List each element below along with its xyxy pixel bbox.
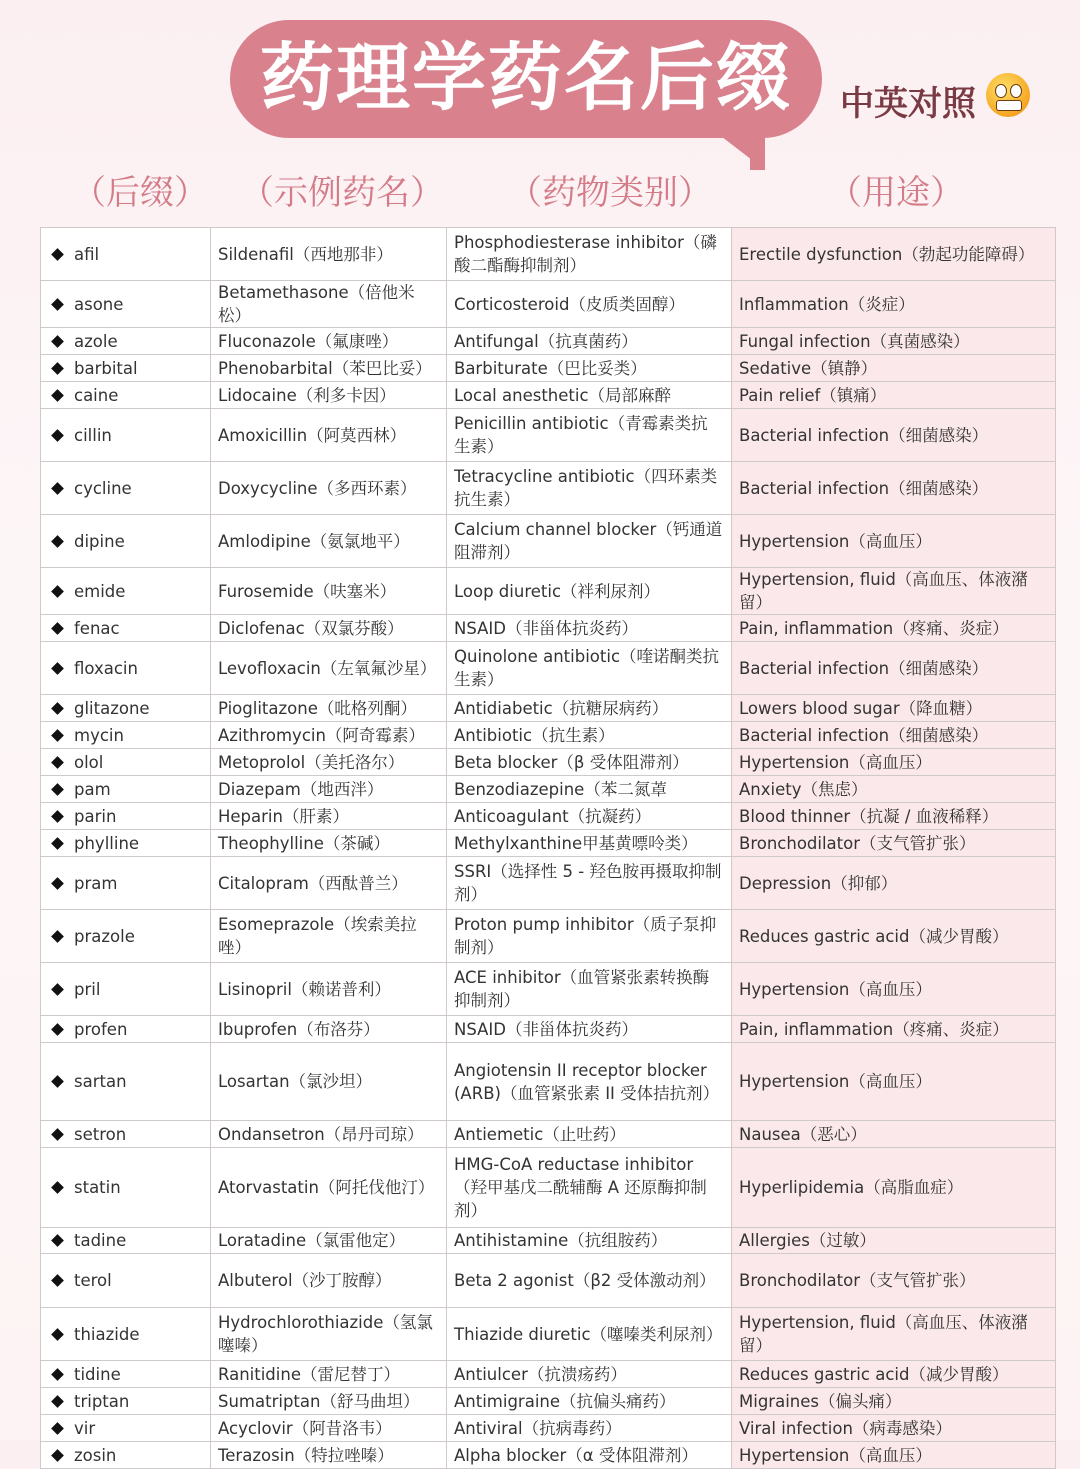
suffix-cell [41, 1016, 211, 1043]
suffix-text: thiazide [74, 1324, 140, 1344]
suffix-text: prazole [74, 926, 135, 946]
suffix-text: zosin [74, 1445, 117, 1465]
diamond-bullet-icon [51, 1395, 64, 1408]
drug-class-cell: Antibiotic（抗生素） [447, 722, 732, 749]
table-row [41, 615, 1056, 642]
drug-class-cell: Antiulcer（抗溃疡药） [447, 1361, 732, 1388]
suffix-cell [41, 857, 211, 910]
drug-class-cell: NSAID（非甾体抗炎药） [447, 1016, 732, 1043]
page-title: 药理学药名后缀 [260, 35, 792, 121]
suffix-cell [41, 515, 211, 568]
table-row [41, 1121, 1056, 1148]
example-drug-cell: Terazosin（特拉唑嗪） [211, 1442, 447, 1469]
suffix-text: pam [74, 779, 111, 799]
table-row [41, 803, 1056, 830]
drug-class-cell: Benzodiazepine（苯二氮䓬 [447, 776, 732, 803]
use-cell: Viral infection（病毒感染） [732, 1415, 1056, 1442]
example-drug-cell: Ondansetron（昂丹司琼） [211, 1121, 447, 1148]
drug-class-cell: Methylxanthine甲基黄嘌呤类） [447, 830, 732, 857]
table-row [41, 722, 1056, 749]
suffix-cell [41, 355, 211, 382]
drug-class-cell: Angiotensin II receptor blocker (ARB)（血管紧张素 II 受体拮抗剂） [447, 1043, 732, 1121]
drug-class-cell: Tetracycline antibiotic（四环素类抗生素） [447, 462, 732, 515]
drug-class-cell: NSAID（非甾体抗炎药） [447, 615, 732, 642]
suffix-text: dipine [74, 531, 125, 551]
use-cell: Bronchodilator（支气管扩张） [732, 830, 1056, 857]
table-row [41, 695, 1056, 722]
use-cell: Bronchodilator（支气管扩张） [732, 1254, 1056, 1308]
suffix-text: emide [74, 581, 126, 601]
example-drug-cell: Acyclovir（阿昔洛韦） [211, 1415, 447, 1442]
column-header-use: （用途） [828, 173, 964, 213]
suffix-text: terol [74, 1271, 112, 1290]
emoji-eye [1010, 84, 1022, 98]
drug-class-cell: Alpha blocker（α 受体阻滞剂） [447, 1442, 732, 1469]
suffix-text: glitazone [74, 698, 150, 718]
example-drug-cell: Esomeprazole（埃索美拉唑） [211, 910, 447, 963]
example-drug-cell: Fluconazole（氟康唑） [211, 328, 447, 355]
emoji-eye [995, 84, 1007, 98]
use-cell: Lowers blood sugar（降血糖） [732, 695, 1056, 722]
suffix-cell [41, 281, 211, 328]
use-cell: Hypertension（高血压） [732, 515, 1056, 568]
suffix-text: pram [74, 873, 118, 893]
suffix-table [40, 227, 1056, 1469]
diamond-bullet-icon [51, 1422, 64, 1435]
table-row [41, 830, 1056, 857]
example-drug-cell: Atorvastatin（阿托伐他汀） [211, 1148, 447, 1228]
table-row [41, 568, 1056, 615]
suffix-cell [41, 695, 211, 722]
table-row [41, 355, 1056, 382]
example-drug-cell: Ibuprofen（布洛芬） [211, 1016, 447, 1043]
drug-class-cell: Beta blocker（β 受体阻滞剂） [447, 749, 732, 776]
suffix-cell [41, 1415, 211, 1442]
table-row [41, 1148, 1056, 1228]
suffix-text: parin [74, 806, 117, 826]
diamond-bullet-icon [51, 702, 64, 715]
table-row [41, 1415, 1056, 1442]
use-cell: Depression（抑郁） [732, 857, 1056, 910]
use-cell: Allergies（过敏） [732, 1228, 1056, 1254]
drug-class-cell: Phosphodiesterase inhibitor（磷酸二酯酶抑制剂） [447, 228, 732, 281]
table-row [41, 642, 1056, 695]
diamond-bullet-icon [51, 1449, 64, 1462]
suffix-cell [41, 1121, 211, 1148]
suffix-cell [41, 1308, 211, 1361]
use-cell: Migraines（偏头痛） [732, 1388, 1056, 1415]
diamond-bullet-icon [51, 585, 64, 598]
use-cell: Hypertension, fluid（高血压、体液潴留） [732, 1308, 1056, 1361]
example-drug-cell: Loratadine（氯雷他定） [211, 1228, 447, 1254]
example-drug-cell: Furosemide（呋塞米） [211, 568, 447, 615]
table-row [41, 1043, 1056, 1121]
suffix-text: olol [74, 752, 104, 772]
diamond-bullet-icon [51, 837, 64, 850]
suffix-text: azole [74, 331, 118, 351]
example-drug-cell: Sumatriptan（舒马曲坦） [211, 1388, 447, 1415]
use-cell: Reduces gastric acid（减少胃酸） [732, 910, 1056, 963]
suffix-cell [41, 228, 211, 281]
table-row [41, 1442, 1056, 1469]
example-drug-cell: Betamethasone（倍他米松） [211, 281, 447, 328]
grimacing-emoji-icon [986, 73, 1030, 117]
diamond-bullet-icon [51, 622, 64, 635]
table-row [41, 328, 1056, 355]
drug-class-cell: Loop diuretic（袢利尿剂） [447, 568, 732, 615]
suffix-cell [41, 462, 211, 515]
drug-class-cell: Proton pump inhibitor（质子泵抑制剂） [447, 910, 732, 963]
use-cell: Hypertension, fluid（高血压、体液潴留） [732, 568, 1056, 615]
suffix-text: statin [74, 1178, 121, 1197]
diamond-bullet-icon [51, 1128, 64, 1141]
example-drug-cell: Pioglitazone（吡格列酮） [211, 695, 447, 722]
suffix-text: fenac [74, 618, 120, 638]
example-drug-cell: Albuterol（沙丁胺醇） [211, 1254, 447, 1308]
table-row [41, 1308, 1056, 1361]
table-row [41, 1254, 1056, 1308]
suffix-text: phylline [74, 833, 140, 853]
drug-class-cell: Antiemetic（止吐药） [447, 1121, 732, 1148]
use-cell: Hypertension（高血压） [732, 1442, 1056, 1469]
drug-class-cell: SSRI（选择性 5 - 羟色胺再摄取抑制剂） [447, 857, 732, 910]
table-row [41, 1388, 1056, 1415]
diamond-bullet-icon [51, 756, 64, 769]
suffix-text: setron [74, 1124, 127, 1144]
suffix-cell [41, 1361, 211, 1388]
suffix-text: sartan [74, 1072, 127, 1091]
diamond-bullet-icon [51, 482, 64, 495]
table-row [41, 1361, 1056, 1388]
diamond-bullet-icon [51, 1181, 64, 1194]
suffix-cell [41, 409, 211, 462]
drug-class-cell: Antiviral（抗病毒药） [447, 1415, 732, 1442]
diamond-bullet-icon [51, 662, 64, 675]
example-drug-cell: Losartan（氯沙坦） [211, 1043, 447, 1121]
suffix-text: vir [74, 1418, 96, 1438]
suffix-text: asone [74, 294, 124, 314]
use-cell: Pain relief（镇痛） [732, 382, 1056, 409]
column-header-suffix: （后缀） [72, 173, 208, 213]
example-drug-cell: Lidocaine（利多卡因） [211, 382, 447, 409]
example-drug-cell: Hydrochlorothiazide（氢氯噻嗪） [211, 1308, 447, 1361]
diamond-bullet-icon [51, 877, 64, 890]
suffix-text: cycline [74, 478, 132, 498]
suffix-cell [41, 722, 211, 749]
table-row [41, 462, 1056, 515]
diamond-bullet-icon [51, 389, 64, 402]
table-row [41, 409, 1056, 462]
drug-class-cell: Penicillin antibiotic（青霉素类抗生素） [447, 409, 732, 462]
diamond-bullet-icon [51, 1234, 64, 1247]
drug-class-cell: Corticosteroid（皮质类固醇） [447, 281, 732, 328]
table-row [41, 910, 1056, 963]
suffix-cell [41, 1228, 211, 1254]
use-cell: Sedative（镇静） [732, 355, 1056, 382]
example-drug-cell: Amoxicillin（阿莫西林） [211, 409, 447, 462]
use-cell: Pain, inflammation（疼痛、炎症） [732, 615, 1056, 642]
use-cell: Fungal infection（真菌感染） [732, 328, 1056, 355]
suffix-text: profen [74, 1019, 128, 1039]
table-row [41, 515, 1056, 568]
suffix-cell [41, 1148, 211, 1228]
suffix-cell [41, 749, 211, 776]
table-row [41, 1228, 1056, 1254]
diamond-bullet-icon [51, 298, 64, 311]
suffix-cell [41, 776, 211, 803]
diamond-bullet-icon [51, 248, 64, 261]
diamond-bullet-icon [51, 535, 64, 548]
drug-class-cell: Quinolone antibiotic（喹诺酮类抗生素） [447, 642, 732, 695]
table-row [41, 228, 1056, 281]
example-drug-cell: Azithromycin（阿奇霉素） [211, 722, 447, 749]
example-drug-cell: Phenobarbital（苯巴比妥） [211, 355, 447, 382]
example-drug-cell: Levofloxacin（左氧氟沙星） [211, 642, 447, 695]
use-cell: Hyperlipidemia（高脂血症） [732, 1148, 1056, 1228]
diamond-bullet-icon [51, 1368, 64, 1381]
diamond-bullet-icon [51, 1274, 64, 1287]
suffix-cell [41, 642, 211, 695]
suffix-text: tadine [74, 1231, 127, 1250]
use-cell: Blood thinner（抗凝 / 血液稀释） [732, 803, 1056, 830]
table-row [41, 749, 1056, 776]
diamond-bullet-icon [51, 362, 64, 375]
diamond-bullet-icon [51, 930, 64, 943]
use-cell: Bacterial infection（细菌感染） [732, 462, 1056, 515]
table-row [41, 281, 1056, 328]
suffix-cell [41, 1388, 211, 1415]
suffix-text: mycin [74, 725, 124, 745]
drug-class-cell: Antihistamine（抗组胺药） [447, 1228, 732, 1254]
drug-class-cell: Antimigraine（抗偏头痛药） [447, 1388, 732, 1415]
suffix-cell [41, 382, 211, 409]
drug-class-cell: Antidiabetic（抗糖尿病药） [447, 695, 732, 722]
emoji-mouth [996, 100, 1022, 111]
diamond-bullet-icon [51, 783, 64, 796]
drug-class-cell: HMG-CoA reductase inhibitor（羟甲基戊二酰辅酶 A 还原酶抑制剂） [447, 1148, 732, 1228]
example-drug-cell: Ranitidine（雷尼替丁） [211, 1361, 447, 1388]
diamond-bullet-icon [51, 429, 64, 442]
use-cell: Reduces gastric acid（减少胃酸） [732, 1361, 1056, 1388]
use-cell: Inflammation（炎症） [732, 281, 1056, 328]
column-header-class: （药物类别） [508, 173, 712, 213]
diamond-bullet-icon [51, 729, 64, 742]
example-drug-cell: Doxycycline（多西环素） [211, 462, 447, 515]
example-drug-cell: Diazepam（地西泮） [211, 776, 447, 803]
drug-class-cell: Local anesthetic（局部麻醉 [447, 382, 732, 409]
drug-class-cell: ACE inhibitor（血管紧张素转换酶抑制剂） [447, 963, 732, 1016]
drug-class-cell: Barbiturate（巴比妥类） [447, 355, 732, 382]
example-drug-cell: Heparin（肝素） [211, 803, 447, 830]
example-drug-cell: Diclofenac（双氯芬酸） [211, 615, 447, 642]
suffix-cell [41, 803, 211, 830]
diamond-bullet-icon [51, 335, 64, 348]
suffix-text: cillin [74, 425, 112, 445]
suffix-text: tidine [74, 1364, 121, 1384]
suffix-cell [41, 963, 211, 1016]
suffix-cell [41, 1254, 211, 1308]
drug-class-cell: Beta 2 agonist（β2 受体激动剂） [447, 1254, 732, 1308]
diamond-bullet-icon [51, 1023, 64, 1036]
use-cell: Bacterial infection（细菌感染） [732, 409, 1056, 462]
column-header-example: （示例药名） [240, 173, 444, 213]
suffix-text: pril [74, 979, 101, 999]
drug-class-cell: Antifungal（抗真菌药） [447, 328, 732, 355]
drug-class-cell: Calcium channel blocker（钙通道阻滞剂） [447, 515, 732, 568]
table-row [41, 963, 1056, 1016]
suffix-text: floxacin [74, 658, 138, 678]
suffix-cell [41, 830, 211, 857]
use-cell: Bacterial infection（细菌感染） [732, 722, 1056, 749]
diamond-bullet-icon [51, 1075, 64, 1088]
suffix-text: barbital [74, 358, 138, 378]
diamond-bullet-icon [51, 810, 64, 823]
drug-class-cell: Anticoagulant（抗凝药） [447, 803, 732, 830]
use-cell: Hypertension（高血压） [732, 963, 1056, 1016]
suffix-cell [41, 328, 211, 355]
example-drug-cell: Metoprolol（美托洛尔） [211, 749, 447, 776]
suffix-text: triptan [74, 1391, 130, 1411]
use-cell: Erectile dysfunction（勃起功能障碍） [732, 228, 1056, 281]
example-drug-cell: Lisinopril（赖诺普利） [211, 963, 447, 1016]
example-drug-cell: Sildenafil（西地那非） [211, 228, 447, 281]
page-subtitle: 中英对照 [840, 84, 976, 124]
use-cell: Hypertension（高血压） [732, 1043, 1056, 1121]
use-cell: Nausea（恶心） [732, 1121, 1056, 1148]
suffix-cell [41, 615, 211, 642]
example-drug-cell: Theophylline（茶碱） [211, 830, 447, 857]
use-cell: Hypertension（高血压） [732, 749, 1056, 776]
use-cell: Anxiety（焦虑） [732, 776, 1056, 803]
example-drug-cell: Citalopram（西酞普兰） [211, 857, 447, 910]
drug-class-cell: Thiazide diuretic（噻嗪类利尿剂） [447, 1308, 732, 1361]
diamond-bullet-icon [51, 1328, 64, 1341]
suffix-cell [41, 1043, 211, 1121]
table-row [41, 382, 1056, 409]
title-bubble-tail [750, 120, 765, 170]
use-cell: Pain, inflammation（疼痛、炎症） [732, 1016, 1056, 1043]
suffix-cell [41, 1442, 211, 1469]
suffix-cell [41, 568, 211, 615]
use-cell: Bacterial infection（细菌感染） [732, 642, 1056, 695]
suffix-cell [41, 910, 211, 963]
example-drug-cell: Amlodipine（氨氯地平） [211, 515, 447, 568]
table-row [41, 776, 1056, 803]
table-row [41, 857, 1056, 910]
diamond-bullet-icon [51, 983, 64, 996]
table-row [41, 1016, 1056, 1043]
suffix-text: caine [74, 385, 119, 405]
suffix-text: afil [74, 244, 100, 264]
